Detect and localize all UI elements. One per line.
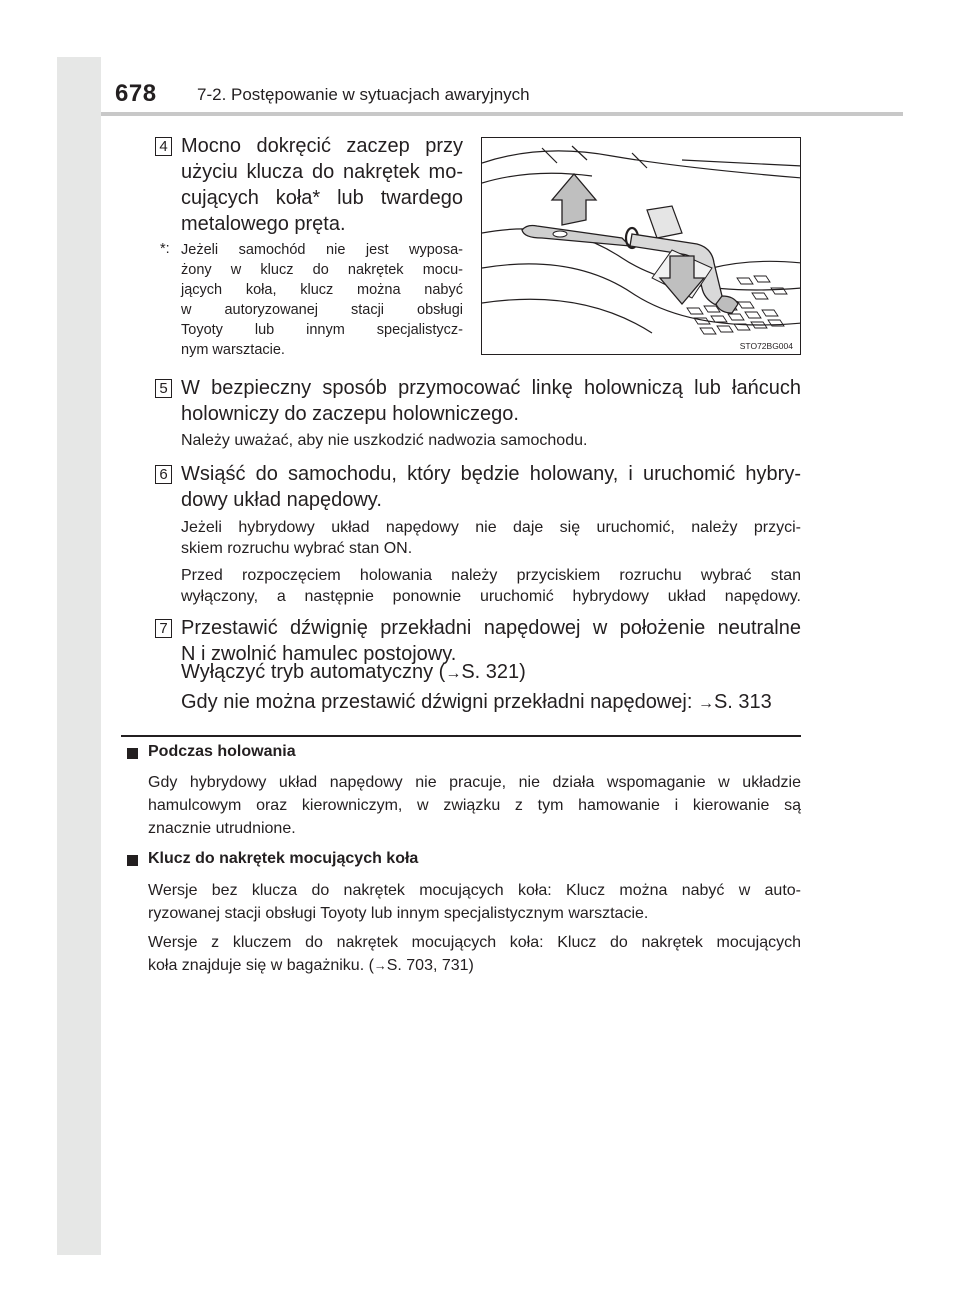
towing-eye-illustration [481,137,801,355]
info-title-wheel-nut-key: Klucz do nakrętek mocujących koła [148,850,419,867]
square-bullet-icon [127,855,138,866]
step-5-note: Należy uważać, aby nie uszkodzić nadwozia samochodu. [181,432,588,449]
figure-code: STO72BG004 [739,341,793,351]
step-5-number: 5 [155,379,172,398]
page-number: 678 [115,80,157,107]
info-title-towing: Podczas holowania [148,743,296,760]
square-bullet-icon [127,748,138,759]
step-4-number: 4 [155,137,172,156]
step-7-number: 7 [155,619,172,638]
section-title: 7-2. Postępowanie w sytuacjach awaryjnych [197,85,530,104]
side-tab-bar [57,57,101,1255]
step-7-line-4: Gdy nie można przestawić dźwigni przekładni napędowej: →S. 313 [181,691,772,713]
arrow-icon: → [373,958,387,973]
arrow-icon: → [445,665,462,682]
section-divider [121,735,801,737]
header-rule [101,112,903,116]
step-6-number: 6 [155,465,172,484]
illustration-drawing [482,138,801,355]
footnote-marker: *: [160,241,170,257]
step-7-line-3: Wyłączyć tryb automatyczny (→S. 321) [181,661,526,683]
arrow-icon: → [697,695,714,712]
